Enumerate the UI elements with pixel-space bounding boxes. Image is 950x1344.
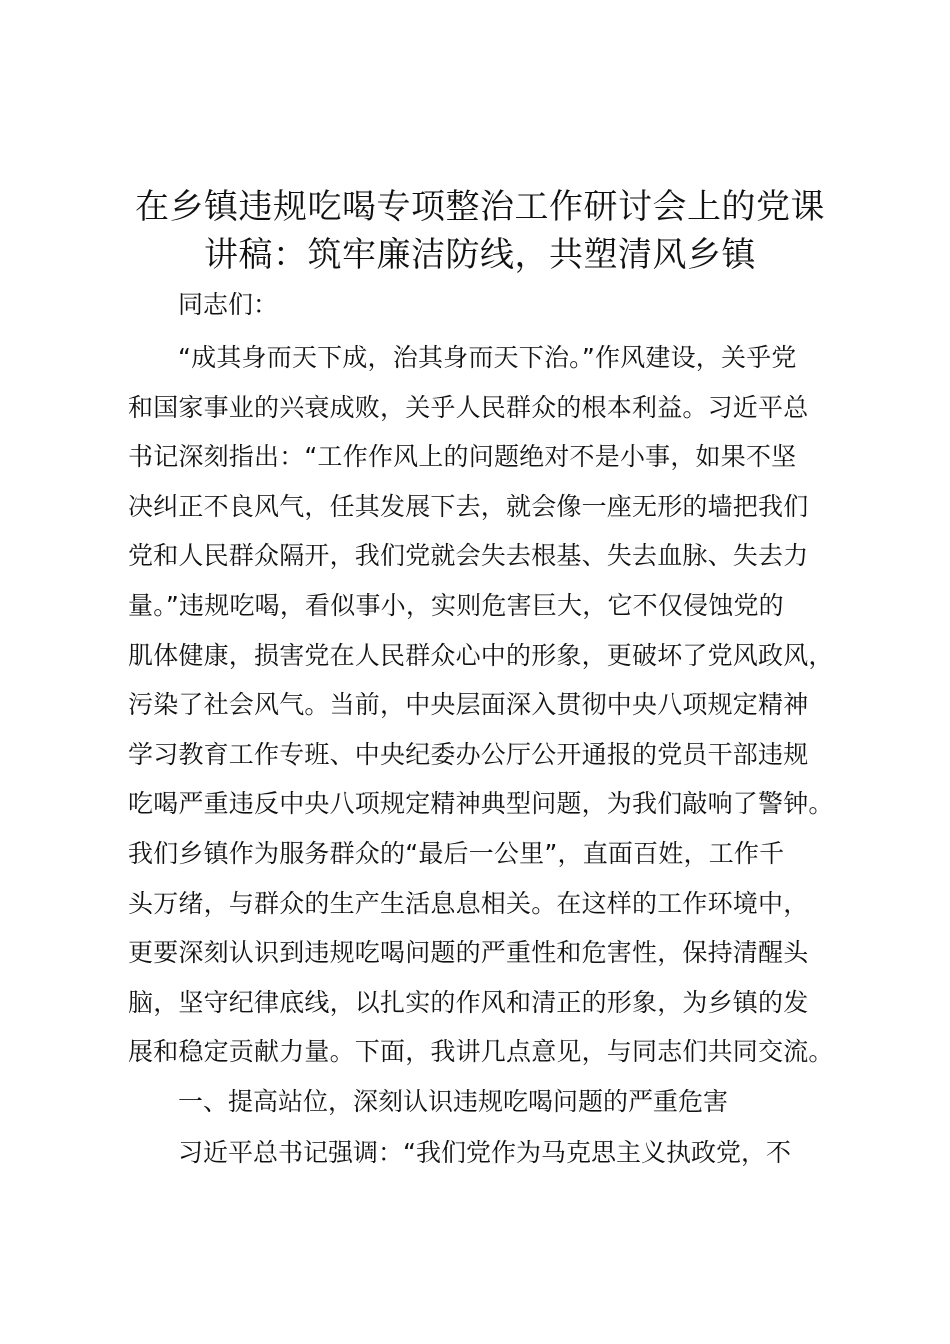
paragraph-line: 污染了社会风气。当前，中央层面深入贯彻中央八项规定精神 [128,690,809,720]
opening-paragraph [128,333,858,1077]
paragraph-line: 吃喝严重违反中央八项规定精神典型问题，为我们敲响了警钟。 [128,789,834,819]
paragraph-line: 学习教育工作专班、中央纪委办公厅公开通报的党员干部违规 [128,739,809,769]
paragraph-line: 党和人民群众隔开，我们党就会失去根基、失去血脉、失去力 [128,541,809,571]
paragraph-line: 书记深刻指出：“工作作风上的问题绝对不是小事，如果不坚 [128,442,797,472]
paragraph-line: 决纠正不良风气，任其发展下去，就会像一座无形的墙把我们 [128,491,809,521]
paragraph-line: 更要深刻认识到违规吃喝问题的严重性和危害性，保持清醒头 [128,938,809,968]
paragraph-line: 我们乡镇作为服务群众的“最后一公里”，直面百姓，工作千 [128,838,785,868]
paragraph-line: 肌体健康，损害党在人民群众心中的形象，更破坏了党风政风， [128,640,834,670]
section-paragraph-line: 习近平总书记强调：“我们党作为马克思主义执政党，不 [178,1138,791,1167]
section-heading: 一、提高站位，深刻认识违规吃喝问题的严重危害 [178,1087,729,1116]
paragraph-line: “成其身而天下成，治其身而天下治。”作风建设，关乎党 [178,343,797,372]
paragraph-line: 量。”违规吃喝，看似事小，实则危害巨大，它不仅侵蚀党的 [128,590,784,620]
document-title [100,183,860,279]
greeting: 同志们： [178,290,279,319]
paragraph-line: 脑，坚守纪律底线，以扎实的作风和清正的形象，为乡镇的发 [128,987,809,1017]
title-line-2: 讲稿：筑牢廉洁防线，共塑清风乡镇 [204,235,756,275]
paragraph-line: 展和稳定贡献力量。下面，我讲几点意见，与同志们共同交流。 [128,1037,834,1067]
title-line-1: 在乡镇违规吃喝专项整治工作研讨会上的党课 [135,187,825,227]
paragraph-line: 头万绪，与群众的生产生活息息相关。在这样的工作环境中， [128,888,809,918]
paragraph-line: 和国家事业的兴衰成败，关乎人民群众的根本利益。习近平总 [128,392,809,422]
